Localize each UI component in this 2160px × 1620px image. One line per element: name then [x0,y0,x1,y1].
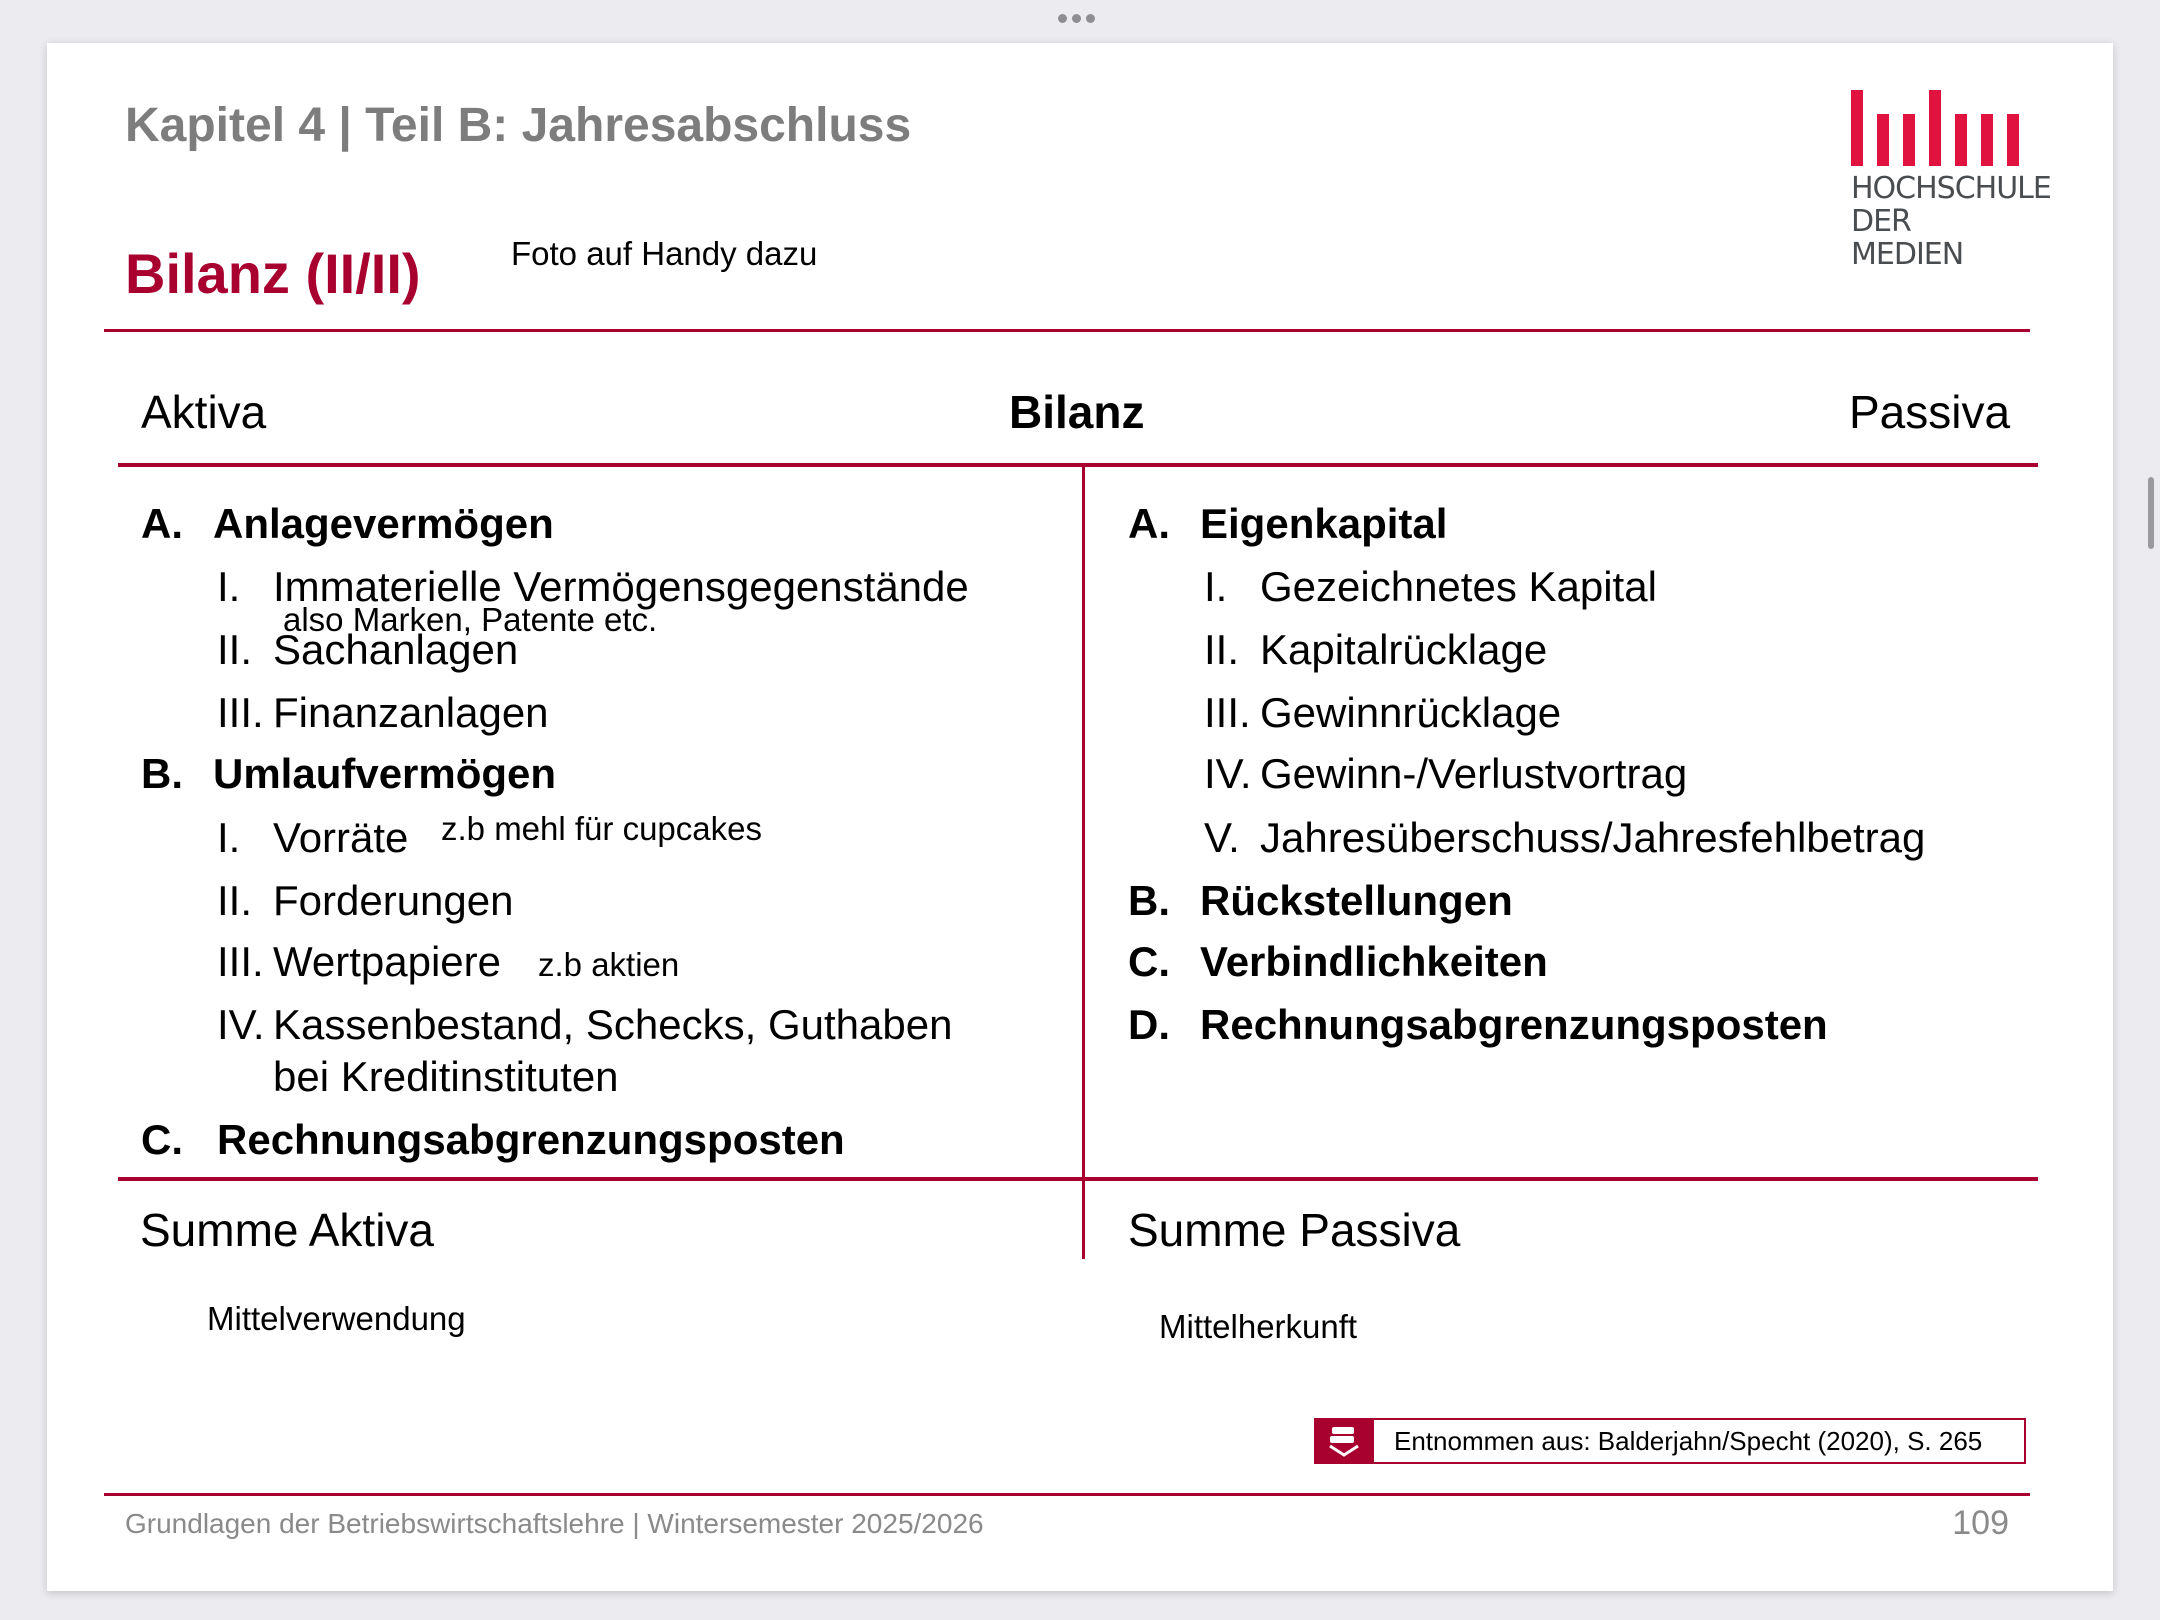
hdm-logo [1851,90,2051,272]
table-total-line [118,1177,2038,1181]
aktiva-a-i: I. Immaterielle Vermögensgegenstände [217,563,969,610]
annotation-top: Foto auf Handy dazu [511,235,818,272]
aktiva-section-b: B. Umlaufvermögen [141,750,557,797]
more-dots-icon[interactable] [1058,14,1095,23]
logo-line2: DER MEDIEN [1851,204,1964,272]
books-icon [1314,1418,1374,1464]
passiva-a-ii: II. Kapitalrücklage [1204,626,1548,673]
passiva-a-i: I. Gezeichnetes Kapital [1204,563,1657,610]
passiva-section-d: D. Rechnungsabgrenzungsposten [1128,1001,1828,1048]
source-label: Entnommen aus: Balderjahn/Specht (2020), S. 265 [1394,1425,1983,1456]
mittelherkunft-note: Mittelherkunft [1159,1308,1358,1345]
aktiva-b-iii: III. Wertpapiere [217,938,502,985]
passiva-header: Passiva [1849,386,2011,438]
passiva-a-v: V. Jahresüberschuss/Jahresfehlbetrag [1204,814,1926,861]
footer-divider [104,1493,2030,1496]
aktiva-section-a: A. Anlagevermögen [141,500,554,547]
aktiva-header: Aktiva [141,386,267,438]
passiva-section-b: B. Rückstellungen [1128,877,1513,924]
table-center-line [1082,465,1085,1259]
aktiva-a-ii: II. Sachanlagen [217,626,519,673]
passiva-section-a: A. Eigenkapital [1128,500,1448,547]
slide-title: Bilanz (II/II) [125,242,421,305]
summe-passiva: Summe Passiva [1128,1204,1461,1256]
logo-line1: HOCHSCHULE [1851,171,2051,206]
aktiva-b-iv-cont: bei Kreditinstituten [273,1053,619,1100]
page-number: 109 [1952,1504,2009,1542]
passiva-a-iv: IV. Gewinn-/Verlustvortrag [1204,750,1688,797]
title-divider [104,329,2030,332]
logo-bars-icon [1851,90,2026,166]
passiva-a-iii: III. Gewinnrücklage [1204,689,1562,736]
annotation-wertpapiere: z.b aktien [538,946,680,983]
footer-text: Grundlagen der Betriebswirtschaftslehre | Wintersemester 2025/2026 [125,1508,984,1539]
aktiva-b-iv: IV. Kassenbestand, Schecks, Guthaben [217,1001,953,1048]
aktiva-b-i: I. Vorräte [217,814,409,861]
passiva-section-c: C. Verbindlichkeiten [1128,938,1548,985]
mittelverwendung-note: Mittelverwendung [207,1300,466,1337]
aktiva-b-ii: II. Forderungen [217,877,514,924]
scrollbar[interactable] [2148,477,2154,549]
aktiva-a-iii: III. Finanzanlagen [217,689,549,736]
annotation-immaterielle: also Marken, Patente etc. [283,601,658,638]
source-citation [1314,1418,2026,1464]
summe-aktiva: Summe Aktiva [140,1204,434,1256]
aktiva-section-c: C. Rechnungsabgrenzungsposten [141,1116,845,1163]
slide [47,43,2113,1591]
chapter-title: Kapitel 4 | Teil B: Jahresabschluss [125,99,912,152]
table-top-line [118,463,2038,467]
annotation-vorraete: z.b mehl für cupcakes [441,810,762,847]
bilanz-header: Bilanz [1009,386,1145,438]
